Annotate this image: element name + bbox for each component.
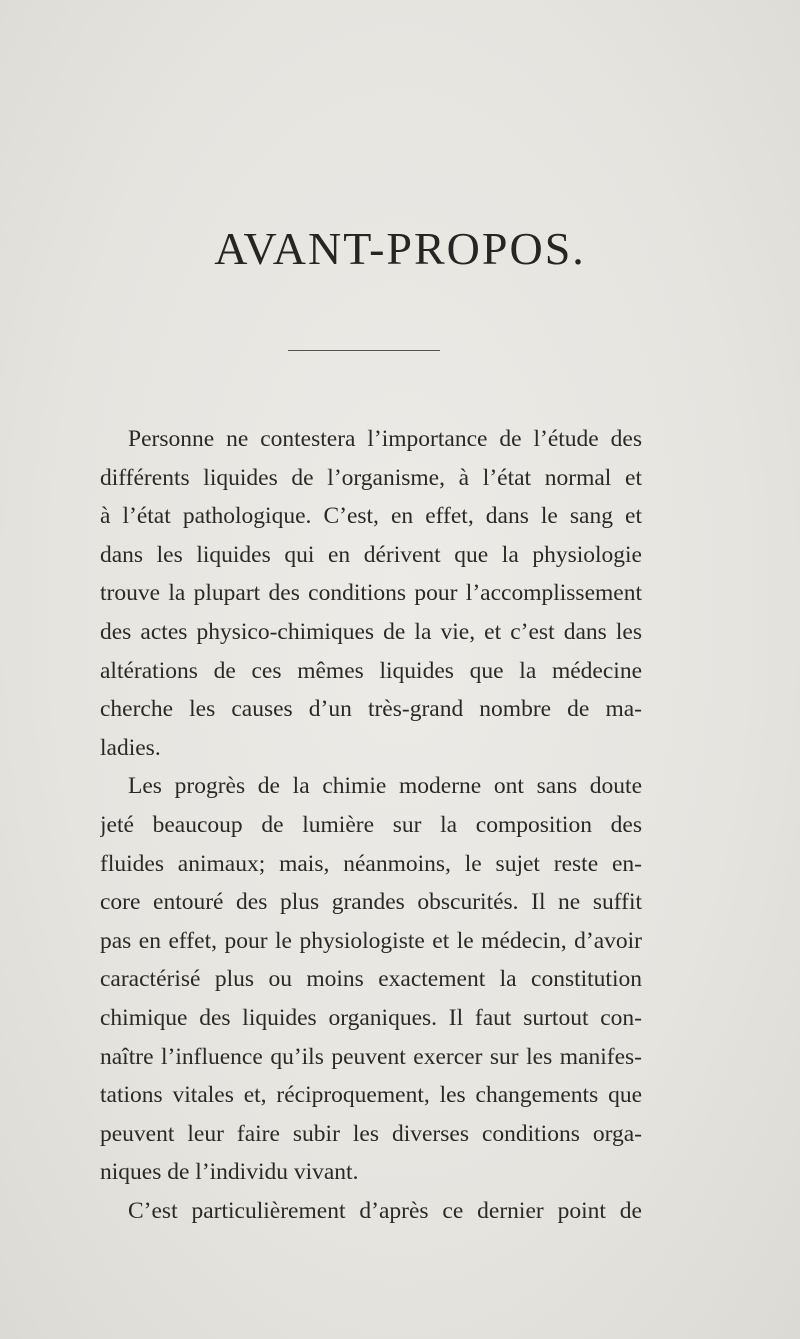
text-line: Personne ne contestera l’importance de l’étude des — [128, 426, 642, 452]
text-line: différents liquides de l’organisme, à l’état normal et — [100, 464, 642, 491]
text-line: C’est particulièrement d’après ce dernier point de — [128, 1197, 642, 1224]
text-line: tations vitales et, réciproquement, les changements que — [100, 1082, 642, 1109]
text-line: dans les liquides qui en dérivent que la physiologie — [100, 541, 642, 568]
page-title: AVANT-PROPOS. — [214, 223, 586, 274]
text-line: trouve la plupart des conditions pour l’accomplissement — [100, 580, 642, 607]
text-line: à l’état pathologique. C’est, en effet, dans le sang et — [100, 503, 642, 530]
text-line: peuvent leur faire subir les diverses conditions orga- — [100, 1120, 642, 1147]
title-divider — [288, 350, 440, 351]
text-line: altérations de ces mêmes liquides que la médecine — [100, 657, 642, 684]
text-line: jeté beaucoup de lumière sur la composition des — [100, 811, 642, 838]
body-text — [100, 420, 642, 1230]
text-line: chimique des liquides organiques. Il faut surtout con- — [100, 1004, 642, 1031]
text-line: core entouré des plus grandes obscurités. Il ne suffit — [100, 889, 642, 916]
text-line: des actes physico-chimiques de la vie, et c’est dans les — [100, 618, 642, 645]
text-line: naître l’influence qu’ils peuvent exercer sur les manifes- — [100, 1043, 642, 1070]
text-line: ladies. — [100, 734, 161, 761]
text-line: caractérisé plus ou moins exactement la constitution — [100, 966, 642, 993]
text-line: niques de l’individu vivant. — [100, 1159, 359, 1186]
text-line: Les progrès de la chimie moderne ont sans doute — [128, 773, 642, 800]
text-line: cherche les causes d’un très-grand nombre de ma- — [100, 696, 642, 723]
text-line: pas en effet, pour le physiologiste et le médecin, d’avoir — [100, 927, 642, 954]
text-line: fluides animaux; mais, néanmoins, le sujet reste en- — [100, 850, 642, 877]
